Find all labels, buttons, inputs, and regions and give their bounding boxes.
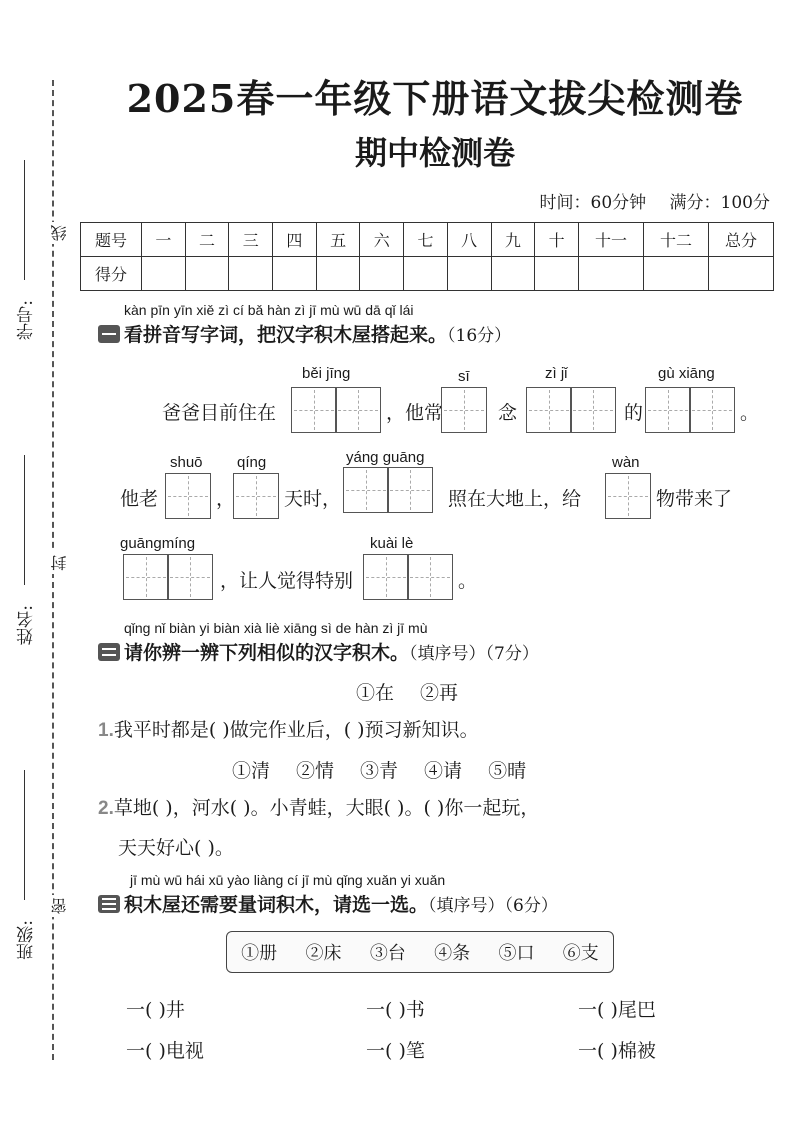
write-cell[interactable]: [343, 467, 389, 513]
score-cell[interactable]: [360, 257, 404, 291]
line2-text-3: 天时，: [284, 488, 342, 510]
line1-text-3: 念: [498, 402, 518, 424]
measure-word: ⑥支: [562, 943, 599, 964]
score-header-cell: 六: [360, 223, 404, 257]
pinyin-guxiang: gù xiāng: [658, 365, 715, 382]
line-char: 线: [48, 222, 71, 244]
question-2-cont[interactable]: 天天好心( )。: [118, 837, 234, 859]
score-table-score-row: [81, 257, 774, 291]
write-cell[interactable]: [167, 554, 213, 600]
write-grid-guxiang[interactable]: [646, 387, 735, 433]
score-cell[interactable]: [404, 257, 448, 291]
seal-char: 封: [48, 552, 71, 574]
fill-item[interactable]: 一( )电视: [126, 1040, 204, 1062]
line1-text-2: ，他常: [386, 402, 444, 424]
pinyin-si: sī: [458, 368, 470, 385]
line2-text-4: 照在大地上，给: [448, 488, 582, 510]
write-cell[interactable]: [165, 473, 211, 519]
score-header-cell: 三: [229, 223, 273, 257]
name-label: 姓名:: [17, 605, 37, 645]
score-cell[interactable]: [535, 257, 579, 291]
write-cell[interactable]: [645, 387, 691, 433]
section3-pinyin: jī mù wū hái xū yào liàng cí jī mù qǐng xuǎn yi xuǎn: [130, 872, 446, 888]
pinyin-ziji: zì jǐ: [545, 365, 568, 382]
measure-word: ⑤口: [498, 943, 535, 964]
fill-item[interactable]: 一( )书: [366, 999, 425, 1021]
section1-title: 看拼音写字词，把汉字积木屋搭起来。: [124, 324, 448, 346]
write-cell[interactable]: [123, 554, 169, 600]
score-cell[interactable]: [709, 257, 774, 291]
write-cell[interactable]: [441, 387, 487, 433]
score-header-cell: 九: [491, 223, 535, 257]
line1-text-4: 的: [624, 402, 644, 424]
section2-title: 请你辨一辨下列相似的汉字积木。: [124, 642, 410, 664]
student-id-line: [24, 160, 25, 280]
line2-text-1: 他老: [120, 488, 159, 510]
pinyin-beijing: běi jīng: [302, 365, 351, 382]
fill-item[interactable]: 一( )棉被: [578, 1040, 656, 1062]
score-cell[interactable]: [316, 257, 360, 291]
option: ①在: [356, 682, 395, 704]
section2-pinyin: qǐng nǐ biàn yi biàn xià liè xiāng sì de hàn zì jī mù: [124, 620, 428, 636]
exam-title: 2025春一年级下册语文拔尖检测卷: [126, 76, 744, 121]
write-cell[interactable]: [335, 387, 381, 433]
time-limit: 时间：60分钟: [539, 193, 647, 213]
pinyin-kuaile: kuài lè: [370, 535, 414, 552]
write-cell[interactable]: [363, 554, 409, 600]
score-cell[interactable]: [491, 257, 535, 291]
option: ③青: [360, 760, 399, 782]
write-cell[interactable]: [407, 554, 453, 600]
section2-options-2: [232, 756, 552, 783]
measure-word: ③台: [369, 943, 406, 964]
question-1: [98, 715, 479, 742]
section-number-two-icon: [98, 643, 120, 661]
pinyin-wan: wàn: [612, 454, 640, 471]
secret-char: 密: [48, 895, 71, 917]
option: ⑤晴: [488, 760, 527, 782]
exam-subtitle: 期中检测卷: [354, 134, 515, 172]
write-cell[interactable]: [526, 387, 572, 433]
option: ④请: [424, 760, 463, 782]
write-cell[interactable]: [387, 467, 433, 513]
score-header-cell: 二: [185, 223, 229, 257]
question-number: 1.: [98, 720, 114, 741]
score-cell[interactable]: [273, 257, 317, 291]
section1-points: （16分）: [447, 326, 512, 346]
class-line: [24, 770, 25, 900]
write-grid-wan[interactable]: [606, 473, 651, 519]
section3-points: （填序号）（6分）: [428, 896, 558, 916]
pinyin-shuo: shuō: [170, 454, 203, 471]
section2-points: （填序号）（7分）: [409, 644, 539, 664]
pinyin-guangming: guāngmíng: [120, 535, 196, 552]
score-cell[interactable]: [229, 257, 273, 291]
score-header-cell: 十一: [579, 223, 644, 257]
score-cell[interactable]: [447, 257, 491, 291]
score-table-header-row: [81, 223, 774, 257]
pinyin-qing: qíng: [237, 454, 267, 471]
pinyin-yangguang: yáng guāng: [346, 449, 425, 466]
section1-heading: [98, 320, 511, 347]
line1-text-5: 。: [740, 402, 760, 424]
score-cell[interactable]: [142, 257, 186, 291]
question-text[interactable]: 草地( )，河水( )。小青蛙，大眼( )。( )你一起玩，: [113, 797, 540, 819]
measure-word: ①册: [241, 943, 278, 964]
section3-heading: [98, 890, 558, 917]
fill-item[interactable]: 一( )尾巴: [578, 999, 656, 1021]
score-header-cell: 五: [316, 223, 360, 257]
write-cell[interactable]: [605, 473, 651, 519]
measure-word-box: [226, 931, 614, 973]
score-header-cell: 一: [142, 223, 186, 257]
write-grid-guangming[interactable]: [124, 554, 213, 600]
section2-heading: [98, 638, 539, 665]
score-header-cell: 总分: [709, 223, 774, 257]
fill-item[interactable]: 一( )笔: [366, 1040, 425, 1062]
write-grid-beijing[interactable]: [292, 387, 381, 433]
write-grid-qing[interactable]: [234, 473, 279, 519]
write-cell[interactable]: [689, 387, 735, 433]
line3-text-2: 。: [458, 570, 478, 592]
class-label: 班级:: [17, 920, 37, 960]
question-2: [98, 793, 539, 820]
score-header-cell: 七: [404, 223, 448, 257]
write-grid-yangguang[interactable]: [344, 467, 433, 513]
score-cell[interactable]: [579, 257, 644, 291]
score-table: [80, 222, 774, 291]
student-id-label: 学号:: [17, 300, 37, 340]
score-header-cell: 十二: [644, 223, 709, 257]
write-grid-si[interactable]: [442, 387, 487, 433]
line1-text-1: 爸爸目前住在: [162, 402, 277, 424]
option: ②再: [420, 682, 459, 704]
score-cell[interactable]: [644, 257, 709, 291]
section1-pinyin: kàn pīn yīn xiě zì cí bǎ hàn zì jī mù wū dā qǐ lái: [124, 302, 414, 318]
score-row-label: 得分: [81, 257, 142, 291]
exam-meta: [522, 188, 771, 213]
line2-text-2: ，: [216, 488, 236, 510]
measure-word: ②床: [305, 943, 342, 964]
score-header-cell: 八: [447, 223, 491, 257]
section-number-three-icon: [98, 895, 120, 913]
write-cell[interactable]: [291, 387, 337, 433]
option: ①清: [232, 760, 271, 782]
score-header-cell: 题号: [81, 223, 142, 257]
option: ②情: [296, 760, 335, 782]
section-number-one-icon: [98, 325, 120, 343]
write-cell[interactable]: [570, 387, 616, 433]
name-line: [24, 455, 25, 585]
line3-text-1: ，让人觉得特别: [220, 570, 354, 592]
write-grid-kuaile[interactable]: [364, 554, 453, 600]
fill-item[interactable]: 一( )井: [126, 999, 185, 1021]
question-number: 2.: [98, 798, 114, 819]
write-grid-ziji[interactable]: [527, 387, 616, 433]
section3-title: 积木屋还需要量词积木，请选一选。: [124, 894, 429, 916]
score-cell[interactable]: [185, 257, 229, 291]
measure-word: ④条: [434, 943, 471, 964]
score-header-cell: 四: [273, 223, 317, 257]
question-text[interactable]: 我平时都是( )做完作业后，( )预习新知识。: [113, 719, 479, 741]
write-cell[interactable]: [233, 473, 279, 519]
section2-options-1: [356, 678, 484, 705]
score-header-cell: 十: [535, 223, 579, 257]
line2-text-5: 物带来了: [656, 488, 733, 510]
write-grid-shuo[interactable]: [166, 473, 211, 519]
binding-margin: [0, 0, 80, 1130]
full-score: 满分：100分: [669, 193, 770, 213]
